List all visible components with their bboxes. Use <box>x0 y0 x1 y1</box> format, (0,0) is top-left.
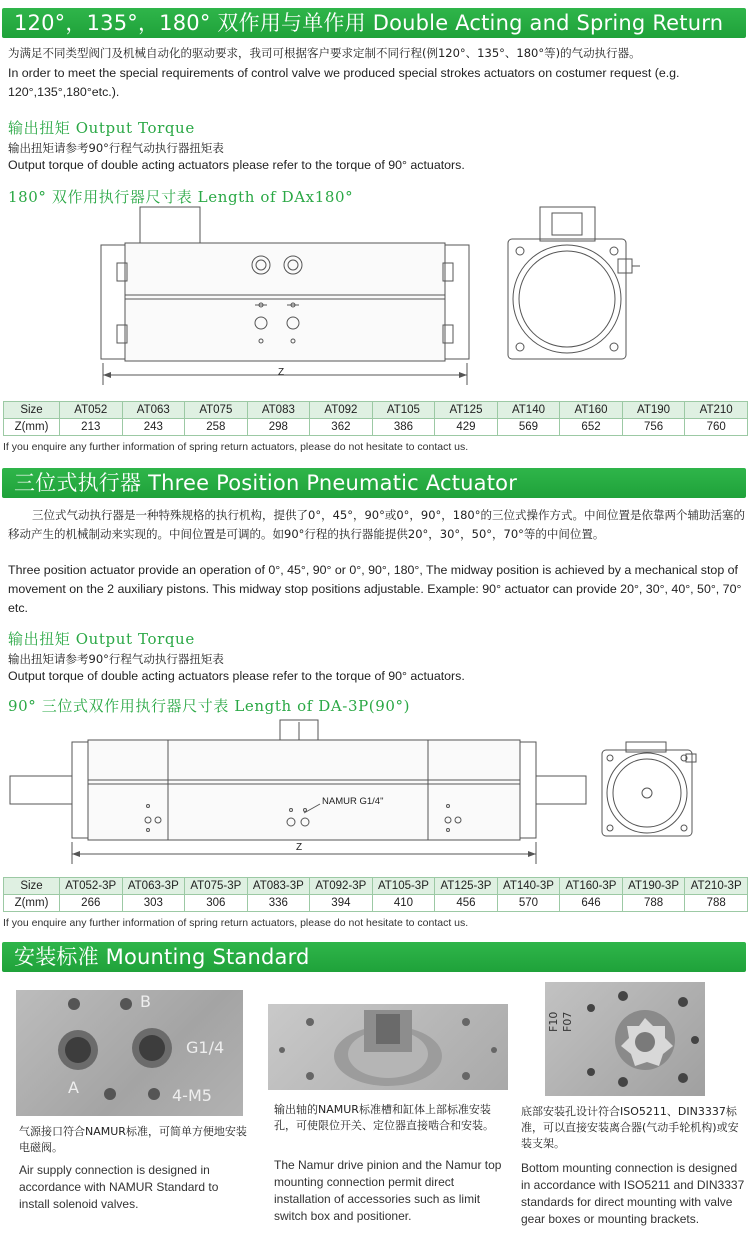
table-cell: 652 <box>560 419 623 436</box>
f10-mark: F10 <box>547 1011 560 1032</box>
caption-1-cn: 气源接口符合NAMUR标准，可简单方便地安装电磁阀。 <box>19 1125 247 1154</box>
caption-3-cn: 底部安装孔设计符合ISO5211、DIN3337标准，可以直接安装离合器(气动手轮机构)或安装支架。 <box>521 1105 739 1150</box>
actuator-side-drawing <box>95 205 475 395</box>
torque-cn-2: 输出扭矩请参考90°行程气动执行器扭矩表 <box>8 652 224 666</box>
namur-label: NAMUR G1/4" <box>322 796 384 807</box>
table-cell: 266 <box>60 895 123 912</box>
actuator-end-drawing <box>500 205 645 365</box>
table-header-cell: AT083-3P <box>247 878 310 895</box>
three-pos-intro-cn: 三位式气动执行器是一种特殊规格的执行机构，提供了0°，45°，90°或0°，90°，180°的三位式操作方式。中间位置是依靠两个辅助活塞的移动产生的机械制动来实现的。中间位置是可调的。如90°行程的执行器能提供20°，30°，50°，70°等的中间位置。 <box>8 508 745 541</box>
table-cell: 756 <box>622 419 685 436</box>
table-header-cell: AT210 <box>685 402 748 419</box>
intro-en: In order to meet the special requirements of control valve we produced special strokes actuators on costumer request (e.g. 120°,135°,180°etc.). <box>8 66 680 99</box>
three-pos-end-drawing <box>596 740 700 840</box>
caption-3-en: Bottom mounting connection is designed in accordance with ISO5211 and DIN3337 standards for direct mounting with valve gear boxes or mounting brackets. <box>521 1161 745 1226</box>
table-cell: 386 <box>372 419 435 436</box>
table-cell: 243 <box>122 419 185 436</box>
port-b-mark: B <box>140 992 151 1011</box>
table-row-label: Z(mm) <box>4 895 60 912</box>
dimension-z-label: Z <box>278 367 285 378</box>
table-cell: 570 <box>497 895 560 912</box>
table-cell: 362 <box>310 419 373 436</box>
table-header-cell: AT083 <box>247 402 310 419</box>
table-cell: 303 <box>122 895 185 912</box>
table-header-cell: AT063 <box>122 402 185 419</box>
table-header-cell: AT160-3P <box>560 878 623 895</box>
caption-2-en: The Namur drive pinion and the Namur top mounting connection permit direct installation of accessories such as limit switch box and positioner. <box>274 1158 502 1223</box>
m5-mark: 4-M5 <box>172 1086 212 1105</box>
three-pos-intro-en: Three position actuator provide an operation of 0°, 45°, 90° or 0°, 90°, 180°, The midway position is achieved by a mechanical stop of movement on the 2 auxiliary pistons. This midway stop positions adjustable. Example: 90° actuator can provide 20°, 30°, 40°, 50°, 70° etc. <box>8 563 742 615</box>
table-header-cell: AT092-3P <box>310 878 373 895</box>
table-cell: 298 <box>247 419 310 436</box>
torque-heading: 输出扭矩 Output Torque <box>8 119 195 137</box>
table-header-label: Size <box>4 878 60 895</box>
table-cell: 258 <box>185 419 248 436</box>
table-header-cell: AT105 <box>372 402 435 419</box>
table-header-cell: AT125 <box>435 402 498 419</box>
table-header-cell: AT092 <box>310 402 373 419</box>
dimension-table-3p <box>3 877 748 912</box>
table-header-cell: AT190 <box>622 402 685 419</box>
table-header-cell: AT075 <box>185 402 248 419</box>
intro-cn: 为满足不同类型阀门及机械自动化的驱动要求，我司可根据客户要求定制不同行程(例120°、135°、180°等)的气动执行器。 <box>8 46 641 60</box>
table-cell: 394 <box>310 895 373 912</box>
table-cell: 213 <box>60 419 123 436</box>
table-header-cell: AT052 <box>60 402 123 419</box>
table-header-label: Size <box>4 402 60 419</box>
torque-en: Output torque of double acting actuators please refer to the torque of 90° actuators. <box>8 158 465 172</box>
table-cell: 569 <box>497 419 560 436</box>
table-header-cell: AT190-3P <box>622 878 685 895</box>
port-a-mark: A <box>68 1078 79 1097</box>
drive-pinion-photo <box>268 1004 508 1090</box>
table-cell: 646 <box>560 895 623 912</box>
dim-heading-2: 90° 三位式双作用执行器尺寸表 Length of DA-3P(90°) <box>8 697 411 715</box>
f07-mark: F07 <box>561 1011 574 1032</box>
contact-note: If you enquire any further information of spring return actuators, please do not hesitate to contact us. <box>3 441 469 453</box>
dimension-z-label-2: Z <box>296 842 303 853</box>
table-header-cell: AT125-3P <box>435 878 498 895</box>
torque-en-2: Output torque of double acting actuators please refer to the torque of 90° actuators. <box>8 669 465 683</box>
g14-mark: G1/4 <box>186 1038 225 1057</box>
table-cell: 410 <box>372 895 435 912</box>
section-banner-three-position: 三位式执行器 Three Position Pneumatic Actuator <box>2 468 746 498</box>
dim-heading: 180° 双作用执行器尺寸表 Length of DAx180° <box>8 188 354 206</box>
section-banner-double-acting: 120°，135°，180° 双作用与单作用 Double Acting and Spring Return <box>2 8 746 38</box>
table-header-cell: AT075-3P <box>185 878 248 895</box>
table-header-cell: AT063-3P <box>122 878 185 895</box>
torque-cn: 输出扭矩请参考90°行程气动执行器扭矩表 <box>8 141 224 155</box>
air-supply-photo <box>16 990 243 1116</box>
table-cell: 336 <box>247 895 310 912</box>
table-header-cell: AT210-3P <box>685 878 748 895</box>
table-cell: 760 <box>685 419 748 436</box>
table-cell: 788 <box>685 895 748 912</box>
table-cell: 456 <box>435 895 498 912</box>
torque-heading-2: 输出扭矩 Output Torque <box>8 630 195 648</box>
bottom-mounting-photo <box>545 982 705 1096</box>
caption-1-en: Air supply connection is designed in accordance with NAMUR Standard to install solenoid valves. <box>19 1163 219 1211</box>
caption-2-cn: 输出轴的NAMUR标准槽和缸体上部标准安装孔，可使限位开关、定位器直接啮合和安装。 <box>274 1103 494 1132</box>
table-header-cell: AT052-3P <box>60 878 123 895</box>
dimension-table-180 <box>3 401 748 436</box>
table-header-cell: AT140-3P <box>497 878 560 895</box>
section-banner-mounting: 安装标准 Mounting Standard <box>2 942 746 972</box>
table-cell: 788 <box>622 895 685 912</box>
table-header-cell: AT105-3P <box>372 878 435 895</box>
table-row-label: Z(mm) <box>4 419 60 436</box>
table-cell: 429 <box>435 419 498 436</box>
table-cell: 306 <box>185 895 248 912</box>
contact-note-2: If you enquire any further information of spring return actuators, please do not hesitate to contact us. <box>3 917 469 929</box>
table-header-cell: AT140 <box>497 402 560 419</box>
table-header-cell: AT160 <box>560 402 623 419</box>
